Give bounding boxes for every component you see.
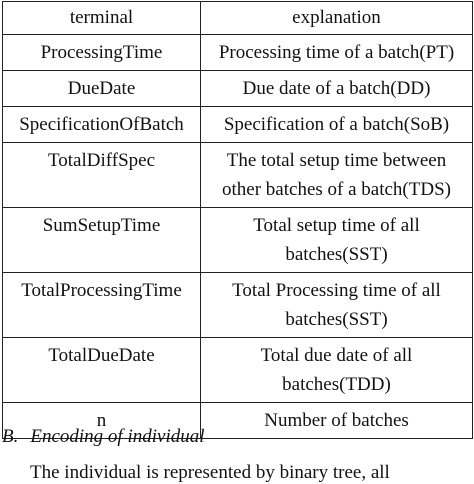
section-heading [2,426,205,448]
terminal-cell: TotalProcessingTime [3,273,201,338]
table-row [3,71,473,107]
terminal-cell: TotalDiffSpec [3,143,201,208]
explanation-cell: Total due date of all batches(TDD) [201,338,473,403]
terminal-cell: SumSetupTime [3,208,201,273]
table-row [3,208,473,273]
terminal-cell: ProcessingTime [3,35,201,71]
column-header-explanation: explanation [201,2,473,35]
explanation-cell: Number of batches [201,403,473,439]
explanation-cell: Total setup time of all batches(SST) [201,208,473,273]
explanation-cell: Specification of a batch(SoB) [201,107,473,143]
terminal-cell: SpecificationOfBatch [3,107,201,143]
table-row [3,35,473,71]
body-paragraph: The individual is represented by binary tree, all [30,462,390,483]
terminal-cell: DueDate [3,71,201,107]
section-title: Encoding of individual [30,426,205,447]
table-header-row [3,2,473,35]
table-row [3,273,473,338]
explanation-cell: The total setup time between other batches of a batch(TDS) [201,143,473,208]
terminal-cell: n [3,403,201,439]
table-row [3,338,473,403]
terminal-cell: TotalDueDate [3,338,201,403]
table-row [3,143,473,208]
explanation-cell: Due date of a batch(DD) [201,71,473,107]
terminal-table [2,1,473,439]
table-row [3,107,473,143]
column-header-terminal: terminal [3,2,201,35]
section-number: B. [2,426,19,447]
explanation-cell: Total Processing time of all batches(SST) [201,273,473,338]
explanation-cell: Processing time of a batch(PT) [201,35,473,71]
